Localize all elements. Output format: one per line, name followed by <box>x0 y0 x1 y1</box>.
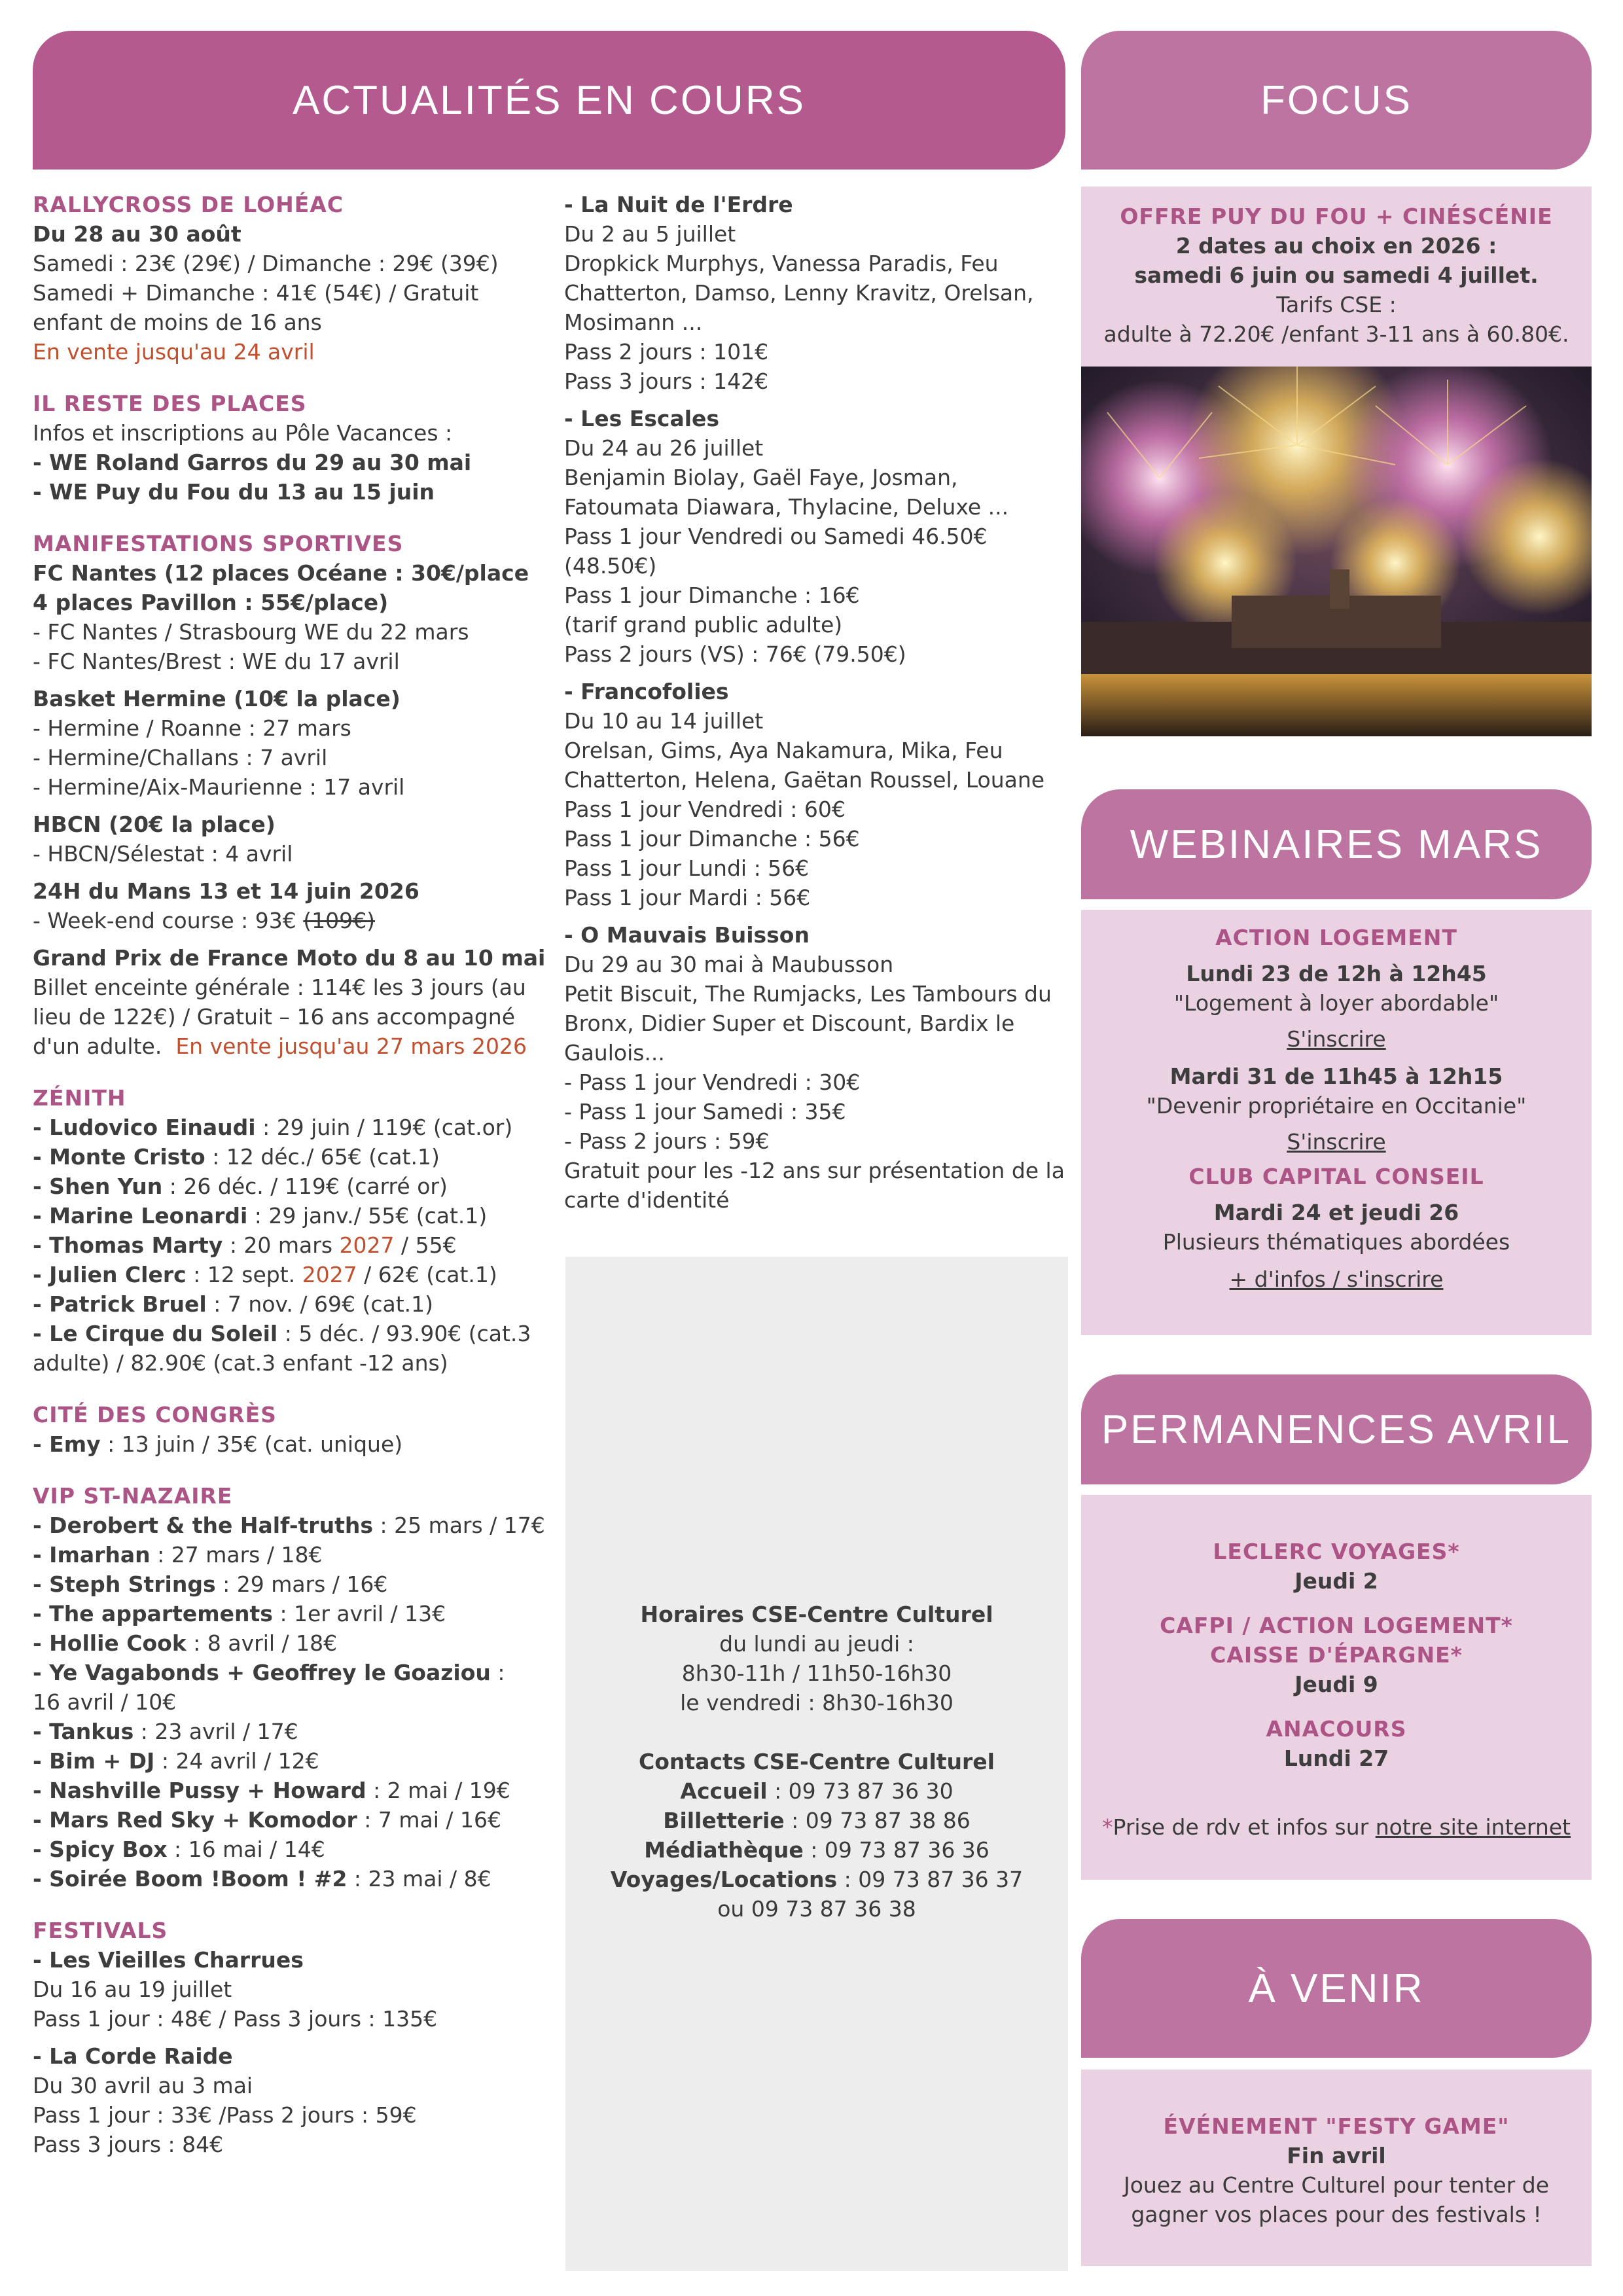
avenir-card <box>1081 2070 1592 2266</box>
text: Fin avril <box>1287 2143 1386 2168</box>
list-item <box>33 1260 556 1289</box>
contacts-title: Contacts CSE-Centre Culturel <box>638 1749 995 1774</box>
artist: - Ye Vagabonds + Geoffrey le Goaziou <box>33 1660 491 1685</box>
section-vip: VIP ST-NAZAIRE <box>33 1483 233 1509</box>
text: Pass 2 jours : 101€ <box>564 339 769 365</box>
festival-name: - Les Vieilles Charrues <box>33 1947 304 1973</box>
phone: : 09 73 87 36 37 <box>837 1867 1024 1892</box>
list-item <box>33 1776 556 1805</box>
artist: - Steph Strings <box>33 1571 216 1597</box>
text: Pass 2 jours (VS) : 76€ (79.50€) <box>564 641 906 667</box>
list-item <box>33 1864 556 1893</box>
year: 2027 <box>339 1232 395 1258</box>
text: enfant de moins de 16 ans <box>33 310 322 335</box>
details: : 13 juin / 35€ (cat. unique) <box>100 1431 403 1457</box>
artist: - Mars Red Sky + Komodor <box>33 1807 357 1833</box>
text: 8h30-11h / 11h50-16h30 <box>681 1660 952 1686</box>
text: FC Nantes (12 places Océane : 30€/place <box>33 560 529 586</box>
text: - Hermine/Aix-Maurienne : 17 avril <box>33 774 405 800</box>
details: : 24 avril / 12€ <box>154 1748 319 1774</box>
artist: - Le Cirque du Soleil <box>33 1321 278 1346</box>
text: Du 24 au 26 juillet <box>564 435 764 461</box>
text: le vendredi : 8h30-16h30 <box>680 1690 954 1715</box>
festival-name: - Les Escales <box>564 406 720 431</box>
asterisk: * <box>1102 1814 1113 1840</box>
artist: - Nashville Pussy + Howard <box>33 1778 366 1803</box>
list-item <box>33 1628 556 1658</box>
register-link[interactable]: S'inscrire <box>1287 1026 1386 1052</box>
text: - Pass 1 jour Samedi : 35€ <box>564 1099 846 1124</box>
text: Gaulois... <box>564 1040 665 1066</box>
list-item <box>33 1658 556 1687</box>
text: Mardi 24 et jeudi 26 <box>1213 1200 1459 1225</box>
list-item <box>33 1540 556 1570</box>
list-item <box>33 1289 556 1319</box>
section-anacours: ANACOURS <box>1266 1716 1407 1742</box>
text: Basket Hermine (10€ la place) <box>33 686 401 711</box>
artist: - Thomas Marty <box>33 1232 223 1258</box>
text: Lundi 27 <box>1283 1746 1389 1771</box>
text: HBCN (20€ la place) <box>33 812 276 837</box>
text: Orelsan, Gims, Aya Nakamura, Mika, Feu <box>564 738 1003 763</box>
text: Dropkick Murphys, Vanessa Paradis, Feu <box>564 251 999 276</box>
details: : 12 sept. <box>186 1262 302 1287</box>
text: Chatterton, Helena, Gaëtan Roussel, Louane <box>564 767 1045 793</box>
section-cafpi: CAFPI / ACTION LOGEMENT* <box>1160 1613 1513 1638</box>
details: : 25 mars / 17€ <box>372 1513 545 1538</box>
banner-avenir: À VENIR <box>1081 1919 1592 2058</box>
artist: - Monte Cristo <box>33 1144 205 1170</box>
contact-label: Billetterie <box>663 1808 785 1833</box>
festival-name: - Francofolies <box>564 679 729 704</box>
section-action-logement: ACTION LOGEMENT <box>1215 925 1457 950</box>
details: : 12 déc./ 65€ (cat.1) <box>205 1144 440 1170</box>
text: - Pass 2 jours : 59€ <box>564 1128 770 1154</box>
details: : 26 déc. / 119€ (carré or) <box>162 1174 448 1199</box>
text: Pass 1 jour Dimanche : 16€ <box>564 583 860 608</box>
text: 4 places Pavillon : 55€/place) <box>33 590 389 615</box>
list-item <box>33 1172 556 1201</box>
artist: - Hollie Cook <box>33 1630 187 1656</box>
details: : 27 mars / 18€ <box>150 1542 323 1568</box>
sale-note: En vente jusqu'au 24 avril <box>33 339 315 365</box>
text: Pass 1 jour Mardi : 56€ <box>564 885 811 910</box>
text: Du 10 au 14 juillet <box>564 708 764 734</box>
details: / 62€ (cat.1) <box>357 1262 497 1287</box>
details: : 16 mai / 14€ <box>167 1837 325 1862</box>
artist: - The appartements <box>33 1601 273 1626</box>
list-item <box>33 1319 556 1348</box>
phone: : 09 73 87 38 86 <box>784 1808 971 1833</box>
details: : 29 juin / 119€ (cat.or) <box>255 1115 513 1140</box>
contact-label: Accueil <box>680 1778 768 1804</box>
year: 2027 <box>302 1262 357 1287</box>
contact-label: Médiathèque <box>644 1837 804 1863</box>
text: carte d'identité <box>564 1187 730 1213</box>
text: Fatoumata Diawara, Thylacine, Deluxe ... <box>564 494 1009 520</box>
text: Prise de rdv et infos sur <box>1113 1814 1376 1840</box>
middle-column <box>564 190 1075 1215</box>
artist: - Emy <box>33 1431 101 1457</box>
details: : 29 mars / 16€ <box>215 1571 388 1597</box>
section-club-capital: CLUB CAPITAL CONSEIL <box>1188 1164 1484 1189</box>
list-item <box>33 1429 556 1459</box>
artist: - Marine Leonardi <box>33 1203 248 1229</box>
text: adulte à 72.20€ /enfant 3-11 ans à 60.80€. <box>1103 321 1569 347</box>
section-leclerc: LECLERC VOYAGES* <box>1213 1539 1460 1564</box>
left-column <box>33 190 556 2159</box>
list-item <box>33 1511 556 1540</box>
list-item <box>33 1142 556 1172</box>
text: Pass 1 jour Dimanche : 56€ <box>564 826 860 852</box>
footnote <box>1081 1812 1592 1842</box>
text: - FC Nantes / Strasbourg WE du 22 mars <box>33 619 469 645</box>
text: Grand Prix de France Moto du 8 au 10 mai <box>33 945 546 971</box>
festival-name: - La Nuit de l'Erdre <box>564 192 793 217</box>
text: - FC Nantes/Brest : WE du 17 avril <box>33 649 400 674</box>
banner-webinaires: WEBINAIRES MARS <box>1081 789 1592 899</box>
text: Pass 1 jour : 48€ / Pass 3 jours : 135€ <box>33 2006 438 2032</box>
details: : 23 mai / 8€ <box>347 1866 491 1892</box>
list-item <box>33 1746 556 1776</box>
section-zenith: ZÉNITH <box>33 1085 126 1111</box>
hours-title: Horaires CSE-Centre Culturel <box>640 1602 993 1627</box>
phone: : 09 73 87 36 30 <box>767 1778 954 1804</box>
text: - WE Puy du Fou du 13 au 15 juin <box>33 479 435 505</box>
list-item <box>33 1717 556 1746</box>
hours-contacts <box>565 1600 1068 1924</box>
details: : 7 nov. / 69€ (cat.1) <box>206 1291 433 1317</box>
text: 16 avril / 10€ <box>33 1689 177 1715</box>
text: Samedi + Dimanche : 41€ (54€) / Gratuit <box>33 280 479 306</box>
text: d'un adulte. <box>33 1033 162 1059</box>
phone: : 09 73 87 36 36 <box>803 1837 990 1863</box>
text: - Hermine/Challans : 7 avril <box>33 745 328 770</box>
text: Du 2 au 5 juillet <box>564 221 736 247</box>
text: Tarifs CSE : <box>1276 292 1397 317</box>
artist: - Bim + DJ <box>33 1748 155 1774</box>
list-item <box>33 1599 556 1628</box>
text: Billet enceinte générale : 114€ les 3 jours (au <box>33 975 526 1000</box>
text: Pass 1 jour Vendredi : 60€ <box>564 797 846 822</box>
text: "Devenir propriétaire en Occitanie" <box>1146 1093 1527 1119</box>
text <box>33 1031 556 1061</box>
text: Benjamin Biolay, Gaël Faye, Josman, <box>564 465 958 490</box>
text: Infos et inscriptions au Pôle Vacances : <box>33 420 453 446</box>
contact-line <box>565 1806 1068 1835</box>
text: Jeudi 2 <box>1294 1568 1378 1594</box>
list-item <box>33 1201 556 1230</box>
text: Plusieurs thématiques abordées <box>1162 1229 1510 1255</box>
artist: - Julien Clerc <box>33 1262 187 1287</box>
artist: - Tankus <box>33 1719 134 1744</box>
text: Gratuit pour les -12 ans sur présentation de la <box>564 1158 1065 1183</box>
focus-title: OFFRE PUY DU FOU + CINÉSCÉNIE <box>1120 204 1553 229</box>
focus-card <box>1081 187 1592 736</box>
text: Lundi 23 de 12h à 12h45 <box>1186 961 1487 986</box>
list-item <box>33 1835 556 1864</box>
details: : 8 avril / 18€ <box>186 1630 338 1656</box>
section-congres: CITÉ DES CONGRÈS <box>33 1402 277 1427</box>
text: Du 16 au 19 juillet <box>33 1977 232 2002</box>
section-festivals: FESTIVALS <box>33 1918 168 1943</box>
contact-line <box>565 1835 1068 1865</box>
artist: - Derobert & the Half-truths <box>33 1513 373 1538</box>
text: gagner vos places pour des festivals ! <box>1131 2202 1542 2227</box>
text: Du 30 avril au 3 mai <box>33 2073 253 2098</box>
text: - Pass 1 jour Vendredi : 30€ <box>564 1069 861 1095</box>
section-festy-game: ÉVÉNEMENT "FESTY GAME" <box>1163 2113 1510 2139</box>
section-places: IL RESTE DES PLACES <box>33 391 307 416</box>
fireworks-illustration <box>1081 367 1592 736</box>
text: Pass 3 jours : 84€ <box>33 2132 224 2157</box>
details: : 23 avril / 17€ <box>134 1719 298 1744</box>
details: / 55€ <box>394 1232 457 1258</box>
text: 24H du Mans 13 et 14 juin 2026 <box>33 878 419 904</box>
details: : <box>490 1660 505 1685</box>
list-item <box>33 1113 556 1142</box>
details: : 7 mai / 16€ <box>357 1807 501 1833</box>
banner-actualites: ACTUALITÉS EN COURS <box>33 31 1065 170</box>
details: : 1er avril / 13€ <box>272 1601 446 1626</box>
contact-line <box>565 1865 1068 1894</box>
details: : 20 mars <box>223 1232 340 1258</box>
website-link[interactable]: notre site internet <box>1375 1814 1571 1840</box>
text: - HBCN/Sélestat : 4 avril <box>33 841 293 867</box>
banner-permanences: PERMANENCES AVRIL <box>1081 1374 1592 1484</box>
details: : 29 janv./ 55€ (cat.1) <box>247 1203 488 1229</box>
list-item <box>33 1805 556 1835</box>
sale-note: En vente jusqu'au 27 mars 2026 <box>175 1033 527 1059</box>
text: Bronx, Didier Super et Discount, Bardix le <box>564 1011 1015 1036</box>
section-caisse: CAISSE D'ÉPARGNE* <box>1210 1642 1463 1668</box>
festival-name: - O Mauvais Buisson <box>564 922 810 948</box>
text: Petit Biscuit, The Rumjacks, Les Tambours du <box>564 981 1052 1007</box>
artist: - Soirée Boom !Boom ! #2 <box>33 1866 348 1892</box>
text: - WE Roland Garros du 29 au 30 mai <box>33 450 472 475</box>
details: : 2 mai / 19€ <box>366 1778 510 1803</box>
list-item <box>33 1570 556 1599</box>
text: Jeudi 9 <box>1294 1672 1378 1697</box>
text: Mardi 31 de 11h45 à 12h15 <box>1169 1064 1503 1089</box>
contact-line <box>565 1776 1068 1806</box>
festival-name: - La Corde Raide <box>33 2043 233 2069</box>
text: "Logement à loyer abordable" <box>1173 990 1499 1016</box>
register-link[interactable]: S'inscrire <box>1287 1129 1386 1155</box>
old-price: (109€) <box>303 908 376 933</box>
fireworks-photo <box>1081 367 1592 736</box>
artist: - Patrick Bruel <box>33 1291 207 1317</box>
text: Samedi : 23€ (29€) / Dimanche : 29€ (39€) <box>33 251 499 276</box>
text: Pass 1 jour : 33€ /Pass 2 jours : 59€ <box>33 2102 417 2128</box>
details: : 5 déc. / 93.90€ (cat.3 <box>277 1321 531 1346</box>
phone: ou 09 73 87 36 38 <box>717 1896 916 1922</box>
text: Pass 3 jours : 142€ <box>564 368 769 394</box>
text: lieu de 122€) / Gratuit – 16 ans accompagné <box>33 1004 516 1030</box>
artist: - Spicy Box <box>33 1837 168 1862</box>
contact-label: Voyages/Locations <box>610 1867 838 1892</box>
text <box>33 906 556 935</box>
text: Pass 1 jour Lundi : 56€ <box>564 855 810 881</box>
text: Mosimann ... <box>564 310 703 335</box>
webinaires-card <box>1081 910 1592 1335</box>
artist: - Shen Yun <box>33 1174 163 1199</box>
list-item <box>33 1230 556 1260</box>
text: - Week-end course : 93€ <box>33 908 296 933</box>
text: Pass 1 jour Vendredi ou Samedi 46.50€ <box>564 524 988 549</box>
banner-focus: FOCUS <box>1081 31 1592 170</box>
text: (tarif grand public adulte) <box>564 612 843 637</box>
artist: - Imarhan <box>33 1542 151 1568</box>
text: adulte) / 82.90€ (cat.3 enfant -12 ans) <box>33 1350 448 1376</box>
text: samedi 6 juin ou samedi 4 juillet. <box>1134 262 1539 288</box>
text: du lundi au jeudi : <box>719 1631 914 1657</box>
text: - Hermine / Roanne : 27 mars <box>33 715 351 741</box>
text: Chatterton, Damso, Lenny Kravitz, Orelsan, <box>564 280 1034 306</box>
text: Du 28 au 30 août <box>33 221 241 247</box>
info-link[interactable]: + d'infos / s'inscrire <box>1229 1266 1444 1292</box>
text: (48.50€) <box>564 553 657 579</box>
text: Jouez au Centre Culturel pour tenter de <box>1123 2172 1549 2198</box>
text: 2 dates au choix en 2026 : <box>1175 233 1497 259</box>
artist: - Ludovico Einaudi <box>33 1115 256 1140</box>
text: Du 29 au 30 mai à Maubusson <box>564 952 894 977</box>
section-rallycross: RALLYCROSS DE LOHÉAC <box>33 192 344 217</box>
permanences-card <box>1081 1495 1592 1880</box>
section-sport: MANIFESTATIONS SPORTIVES <box>33 531 404 556</box>
